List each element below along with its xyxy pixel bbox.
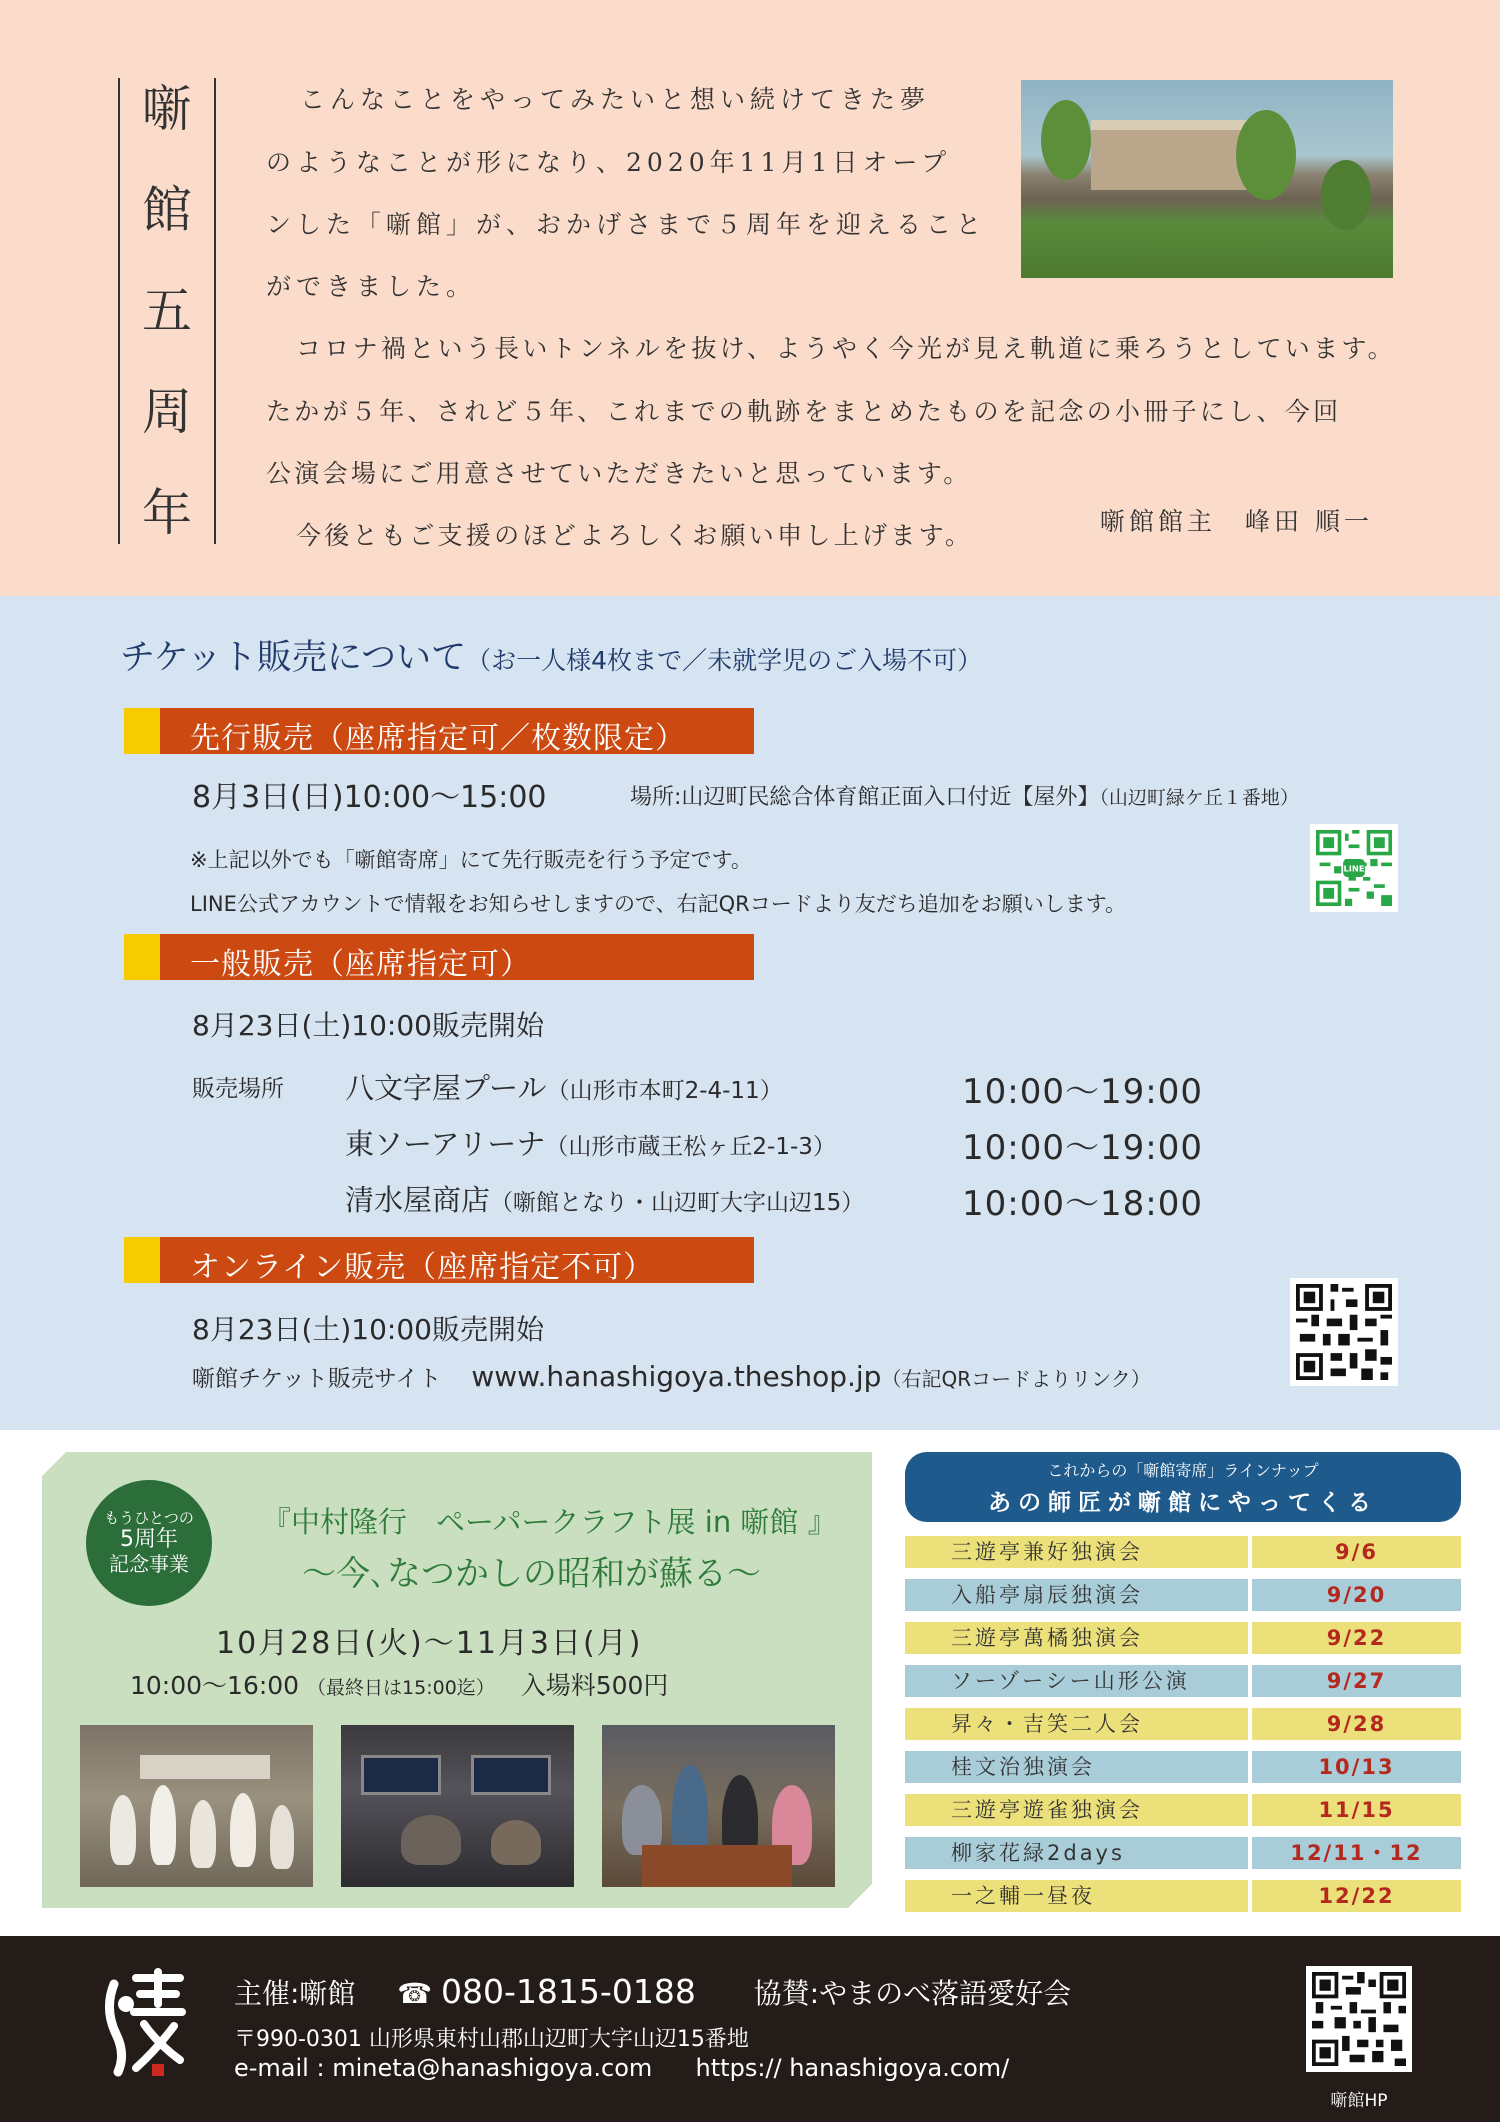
lineup-item [905,1579,1461,1611]
lineup-item [905,1708,1461,1740]
exhibition-fee: 入場料500円 [520,1671,669,1700]
footer-web-row [234,2054,1009,2082]
badge-line: 記念事業 [109,1551,189,1576]
line-qr-label: LINE [1343,863,1365,874]
footer-address: 〒990-0301 山形県東村山郡山辺町大字山辺15番地 [234,2027,749,2052]
lineup-item-date: 9/28 [1252,1708,1461,1740]
online-site-note: （右記QRコードよりリンク） [881,1367,1151,1391]
lineup-header-title: あの師匠が噺館にやってくる [988,1490,1378,1516]
intro-line: ができました。 [266,272,477,301]
sale-place-hours: 10:00～18:00 [962,1184,1203,1224]
footer-sponsor: 協賛:やまのべ落語愛好会 [753,1977,1072,2010]
signature: 噺館館主 峰田 順一 [1100,507,1373,536]
lineup-header [905,1452,1461,1522]
advance-note: ※上記以外でも「噺館寄席」にて先行販売を行う予定です。 [190,848,752,872]
footer-phone[interactable]: 080-1815-0188 [441,1972,696,2011]
sale-place-hours: 10:00～19:00 [962,1128,1203,1168]
sale-place-name: 東ソーアリーナ [345,1127,546,1161]
lineup-item-date: 10/13 [1252,1751,1461,1783]
vertical-title-char: 館 [142,181,192,239]
vertical-title-char: 噺 [142,80,192,138]
hanashigoya-logo [96,1964,196,2084]
general-place-label: 販売場所 [192,1076,284,1102]
footer-email[interactable]: e-mail : mineta@hanashigoya.com [234,2054,653,2082]
advance-datetime: 8月3日(日)10:00～15:00 [192,780,547,815]
venue-photo [1021,80,1393,278]
exhibition-time: 10:00～16:00 [130,1671,300,1700]
anniversary-badge [86,1480,212,1606]
exhibition-time-note: （最終日は15:00迄） [307,1677,495,1699]
intro-line: のようなことが形になり、2020年11月1日オープ [266,148,952,177]
sale-place-address: （噺館となり・山辺町大字山辺15） [490,1190,865,1216]
lineup-item-date: 12/22 [1252,1880,1461,1912]
ticket-heading-note: （お一人様4枚まで／未就学児のご入場不可） [466,646,983,675]
lineup-item-name: 柳家花緑2days [905,1837,1248,1869]
qr-code-icon [1296,1284,1392,1380]
footer-website[interactable]: https:// hanashigoya.com/ [695,2054,1010,2082]
badge-line: もうひとつの [104,1509,194,1528]
lineup-item [905,1837,1461,1869]
sale-place-row [345,1178,864,1219]
lineup-item-name: 三遊亭萬橘独演会 [905,1622,1248,1654]
lineup-item [905,1665,1461,1697]
phone-icon: ☎ [397,1977,433,2010]
band-accent [124,708,160,754]
intro-line: ンした「噺館」が、おかげさまで５周年を迎えること [266,210,987,239]
advance-line-note: LINE公式アカウントで情報をお知らせしますので、右記QRコードより友だち追加をお願いします。 [190,892,1127,916]
sale-place-address: （山形市蔵王松ヶ丘2-1-3） [545,1134,836,1160]
vertical-title-char: 年 [142,484,192,542]
sale-place-name: 清水屋商店 [345,1183,491,1217]
line-qr-icon [1316,830,1392,906]
lineup-item-date: 9/22 [1252,1622,1461,1654]
exhibition-title: 『中村隆行 ペーパークラフト展 in 噺館 』 [262,1505,837,1539]
lineup-item-name: ソーゾーシー山形公演 [905,1665,1248,1697]
advance-sale-label: 先行販売（座席指定可／枚数限定） [190,721,686,756]
footer [0,1936,1500,2122]
general-start: 8月23日(土)10:00販売開始 [192,1009,544,1042]
badge-line: 5周年 [120,1527,178,1553]
lineup-item [905,1536,1461,1568]
vertical-title-char: 五 [142,282,192,340]
sale-place-row [345,1066,783,1107]
general-sale-band [124,934,754,980]
band-accent [124,1237,160,1283]
qr-code-icon [1312,1972,1406,2066]
intro-line: 公演会場にご用意させていただきたいと思っています。 [266,459,972,488]
lineup-item-date: 12/11・12 [1252,1837,1461,1869]
online-start: 8月23日(土)10:00販売開始 [192,1313,544,1346]
online-site-link[interactable]: www.hanashigoya.theshop.jp [471,1360,882,1393]
lineup-item [905,1751,1461,1783]
lineup-item [905,1880,1461,1912]
lineup-item-date: 9/27 [1252,1665,1461,1697]
papercraft-photo [341,1725,574,1887]
advance-place-text: 場所:山辺町民総合体育館正面入口付近【屋外】 [630,785,1100,810]
online-site-row [192,1360,1151,1393]
homepage-qr-code[interactable] [1306,1966,1412,2072]
papercraft-photo [80,1725,313,1887]
lineup-item-date: 9/6 [1252,1536,1461,1568]
sale-place-name: 八文字屋プール [345,1071,547,1105]
lineup-item-date: 9/20 [1252,1579,1461,1611]
lineup-item-name: 三遊亭遊雀独演会 [905,1794,1248,1826]
lineup-item-name: 桂文治独演会 [905,1751,1248,1783]
exhibition-subtitle: ～今､なつかしの昭和が蘇る～ [302,1554,761,1594]
vertical-title [118,78,216,544]
footer-organizer: 主催:噺館 [234,1977,356,2010]
lineup-item [905,1622,1461,1654]
band-accent [124,934,160,980]
line-qr-code[interactable] [1310,824,1398,912]
sale-place-hours: 10:00～19:00 [962,1072,1203,1112]
ticket-site-qr-code[interactable] [1290,1278,1398,1386]
ticket-heading-title: チケット販売について [120,638,467,678]
sale-place-address: （山形市本町2-4-11） [546,1078,783,1104]
homepage-qr-label: 噺館HP [1330,2091,1388,2111]
advance-sale-band [124,708,754,754]
exhibition-time-row [130,1666,668,1702]
lineup-item-name: 入船亭扇辰独演会 [905,1579,1248,1611]
intro-line: こんなことをやってみたいと想い続けてきた夢 [300,85,931,114]
intro-line: コロナ禍という長いトンネルを抜け、ようやく今光が見え軌道に乗ろうとしています。 [296,334,1396,363]
lineup-item-name: 一之輔一昼夜 [905,1880,1248,1912]
online-sale-label: オンライン販売（座席指定不可） [190,1250,655,1285]
sale-place-row [345,1122,836,1163]
online-sale-band [124,1237,754,1283]
ticket-heading [120,630,982,680]
lineup-header-small: これからの「噺館寄席」ラインナップ [1047,1461,1319,1480]
lineup-item-name: 昇々・吉笑二人会 [905,1708,1248,1740]
lineup-item-date: 11/15 [1252,1794,1461,1826]
vertical-title-char: 周 [142,383,192,441]
footer-contact-row [234,1972,1071,2012]
lineup-item [905,1794,1461,1826]
intro-line: たかが５年、されど５年、これまでの軌跡をまとめたものを記念の小冊子にし、今回 [266,397,1342,426]
exhibition-dates: 10月28日(火)～11月3日(月) [216,1626,643,1661]
intro-line: 今後ともご支援のほどよろしくお願い申し上げます。 [296,521,974,550]
general-sale-label: 一般販売（座席指定可） [190,947,531,982]
lineup-item-name: 三遊亭兼好独演会 [905,1536,1248,1568]
online-site-label: 噺館チケット販売サイト [192,1366,442,1392]
advance-address: （山辺町緑ケ丘１番地） [1099,787,1299,809]
advance-place [630,780,1299,811]
papercraft-photo [602,1725,835,1887]
